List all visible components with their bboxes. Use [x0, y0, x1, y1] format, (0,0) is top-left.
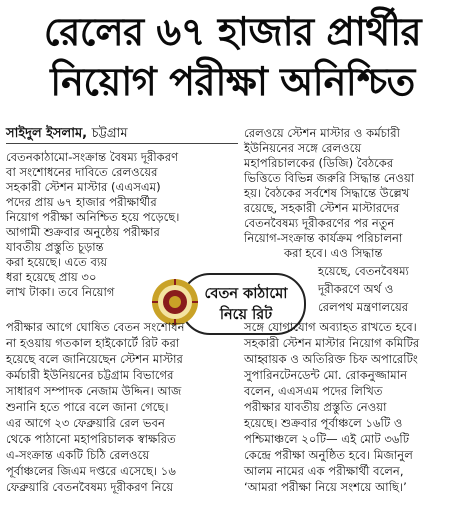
right-text-line: মহাপরিচালকের (ডিজি) বৈঠকের — [244, 156, 394, 170]
left-text-line: ধরা হয়েছে প্রায় ৩০ — [6, 270, 97, 284]
author-name: সাইদুল ইসলাম, — [6, 126, 88, 141]
left-text-line: শুনানি হতে পারে বলে জানা গেছে। — [6, 400, 169, 414]
left-text-line: নিয়োগ পরীক্ষা অনিশ্চিত হয়ে পড়েছে। — [6, 210, 180, 224]
headline — [0, 0, 465, 108]
right-text-line: রেলপথ মন্ত্রণালয়ের — [318, 300, 409, 314]
byline — [6, 124, 128, 145]
callout-line-2: নিয়ে রিট — [219, 307, 273, 323]
right-text-line: পশ্চিমাঞ্চলে ২০টি— এই মোট ৩৬টি — [244, 432, 410, 446]
right-text-line: আহ্বায়ক ও অতিরিক্ত চিফ অপারেটিং — [244, 352, 418, 366]
right-text-line: হয়েছে। শুক্রবার পূর্বাঞ্চলে ১৬টি ও — [244, 416, 403, 430]
left-text-line: হয়েছে বলে জানিয়েছেন স্টেশন মাস্টার — [6, 352, 183, 366]
left-text-line: না হওয়ায় গতকাল হাইকোর্টে রিট করা — [6, 336, 180, 350]
right-text-line: সুপারিনটেনডেন্ট মো. রোকনুজ্জামান — [244, 368, 407, 382]
left-text-line: এর আগে ২৩ ফেব্রুয়ারি রেল ভবন — [6, 416, 165, 430]
left-text-line: ফেব্রুয়ারি বেতনবৈষম্য দূরীকরণ নিয়ে — [6, 480, 174, 494]
callout-line-1: বেতন কাঠামো — [204, 286, 288, 302]
right-text-line: হয়। বৈঠকের সর্বশেষ সিদ্ধান্তে উল্লেখ — [244, 186, 410, 200]
right-text-line: নিয়োগ-সংক্রান্ত কার্যক্রম পরিচালনা — [244, 231, 403, 245]
right-text-line: বলেন, এএসএম পদের লিখিত — [244, 384, 383, 398]
left-text-line: আগামী শুক্রবার অনুষ্ঠেয় পরীক্ষার — [6, 225, 160, 239]
left-text-line: থেকে পাঠানো মহাপরিচালক স্বাক্ষরিত — [6, 432, 176, 446]
left-text-line: বেতনকাঠামো-সংক্রান্ত বৈষম্য দূরীকরণ — [6, 150, 179, 164]
right-text-line: ভিত্তিতে বিভিন্ন জরুরি সিদ্ধান্ত নেওয়া — [244, 171, 415, 185]
left-text-line: পরীক্ষার আগে ঘোষিত বেতন সংশোধন — [6, 320, 185, 334]
left-text-line: পদের প্রায় ৬৭ হাজার পরীক্ষার্থীর — [6, 195, 157, 209]
left-text-line: এ-সংক্রান্ত একটি চিঠি রেলওয়ে — [6, 448, 150, 462]
right-text-line: হয়েছে, বেতনবৈষম্য — [318, 264, 409, 278]
right-text-line: সহকারী স্টেশন মাস্টার নিয়োগ কমিটির — [244, 336, 420, 350]
left-text-line: পূর্বাঞ্চলের জিএম দপ্তরে এসেছে। ১৬ — [6, 464, 176, 478]
right-text-line: আলম নামের এক পরীক্ষার্থী বলেন, — [244, 464, 404, 478]
right-text-line: দূরীকরণে অর্থ ও — [318, 282, 394, 296]
right-text-line: রয়েছে, সহকারী স্টেশন মাস্টারদের — [244, 201, 400, 215]
right-text-line: বেতনবৈষম্য দূরীকরণের পর নতুন — [244, 216, 395, 230]
right-text-line: ইউনিয়নের সঙ্গে রেলওয়ে — [244, 141, 362, 155]
dateline-place: চট্টগ্রাম — [91, 126, 128, 141]
headline-line-2: নিয়োগ পরীক্ষা অনিশ্চিত — [50, 60, 415, 105]
right-text-line: রেলওয়ে স্টেশন মাস্টার ও কর্মচারী — [244, 126, 400, 140]
right-text-line: ‘আমরা পরীক্ষা নিয়ে সংশয়ে আছি।’ — [244, 480, 407, 494]
right-text-line: করা হবে। এও সিদ্ধান্ত — [284, 246, 383, 260]
right-text-line: পরীক্ষার যাবতীয় প্রস্তুতি নেওয়া — [244, 400, 387, 414]
headline-line-1: রেলের ৬৭ হাজার প্রার্থীর — [43, 10, 422, 55]
left-text-line: কর্মচারী ইউনিয়নের চট্টগ্রাম বিভাগের — [6, 368, 174, 382]
left-text-line: করা হয়েছে। এতে ব্যয় — [6, 255, 108, 269]
right-text-line: কেন্দ্রে পরীক্ষা অনুষ্ঠিত হবে। মিজানুল — [244, 448, 413, 462]
left-text-line: সহকারী স্টেশন মাস্টার (এএসএম) — [6, 180, 161, 194]
right-text-line: সঙ্গে যোগাযোগ অব্যাহত রাখতে হবে। — [244, 320, 417, 334]
left-text-line: সাধারণ সম্পাদক নেজাম উদ্দিন। আজ — [6, 384, 182, 398]
left-text-line: যাবতীয় প্রস্তুতি চূড়ান্ত — [6, 240, 104, 254]
left-text-line: বা সংশোধনের দাবিতে রেলওয়ের — [6, 165, 158, 179]
byline-divider — [6, 143, 238, 144]
left-text-line: লাখ টাকা। তবে নিয়োগ — [6, 285, 115, 299]
